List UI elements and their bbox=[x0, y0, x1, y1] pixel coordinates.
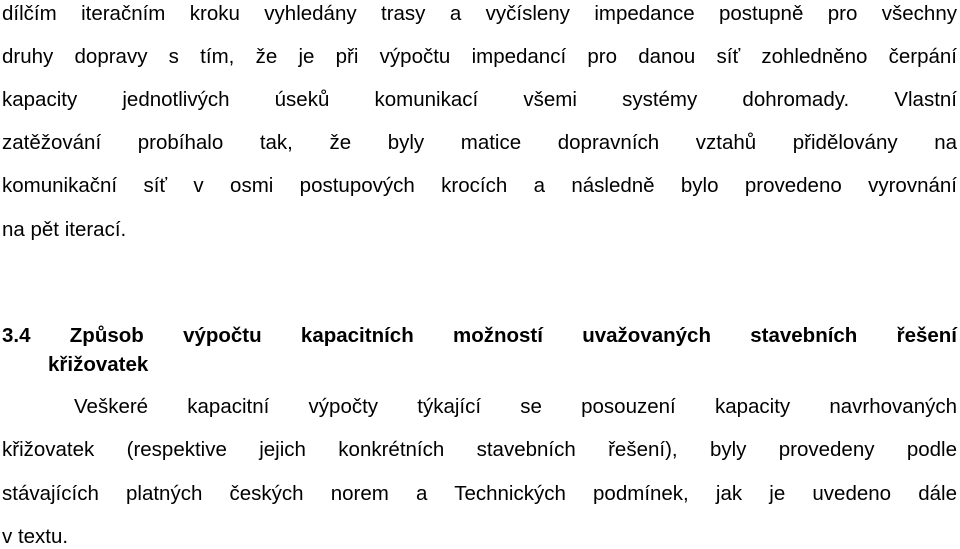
paragraph-1-line-1: dílčím iteračním kroku vyhledány trasy a vyčísleny impedance postupně pro všechny bbox=[2, 2, 957, 25]
paragraph-1-line-3: kapacity jednotlivých úseků komunikací všemi systémy dohromady. Vlastní bbox=[2, 88, 957, 111]
section-title-line-1: Způsob výpočtu kapacitních možností uvažovaných stavebních řešení bbox=[69, 324, 958, 347]
paragraph-2-line-2: křižovatek (respektive jejich konkrétních stavebních řešení), byly provedeny podle bbox=[2, 438, 957, 461]
paragraph-2-line-4: v textu. bbox=[2, 525, 69, 548]
paragraph-2-line-1: Veškeré kapacitní výpočty týkající se posouzení kapacity navrhovaných bbox=[74, 395, 957, 418]
section-heading bbox=[2, 324, 957, 348]
section-title-line-2: křižovatek bbox=[48, 353, 149, 376]
paragraph-1-line-4: zatěžování probíhalo tak, že byly matice dopravních vztahů přidělovány na bbox=[2, 131, 957, 154]
section-number: 3.4 bbox=[2, 324, 31, 347]
paragraph-2-line-3: stávajících platných českých norem a Technických podmínek, jak je uvedeno dále bbox=[2, 482, 957, 505]
paragraph-1-line-2: druhy dopravy s tím, že je při výpočtu impedancí pro danou síť zohledněno čerpání bbox=[2, 45, 957, 68]
paragraph-1-line-5: komunikační síť v osmi postupových krocích a následně bylo provedeno vyrovnání bbox=[2, 174, 957, 197]
paragraph-1-line-6: na pět iterací. bbox=[2, 218, 127, 241]
